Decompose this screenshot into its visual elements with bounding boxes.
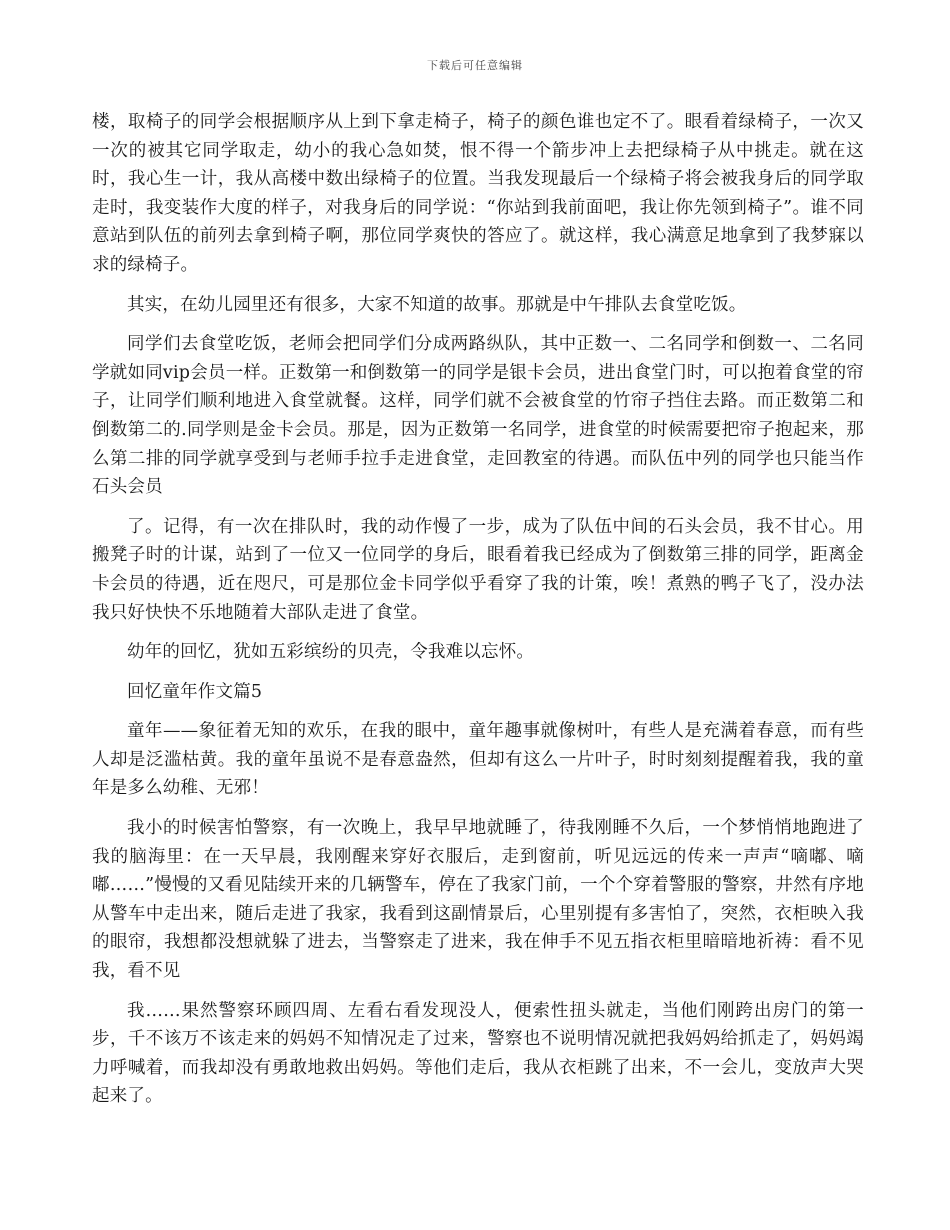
paragraph: 同学们去食堂吃饭，老师会把同学们分成两路纵队，其中正数一、二名同学和倒数一、二名同学就如同vip会员一样。正数第一和倒数第一的同学是银卡会员，进出食堂门时，可以抱着食堂的帘子，让同学们顺利地进入食堂就餐。这样，同学们就不会被食堂的竹帘子挡住去路。而正数第二和倒数第二的.同学则是金卡会员。那是，因为正数第一名同学，进食堂的时候需要把帘子抱起来，那么第二排的同学就享受到与老师手拉手走进食堂，走回教室的待遇。而队伍中列的同学也只能当作石头会员 (92, 334, 864, 498)
page-header: 下载后可任意编辑 (427, 59, 523, 72)
paragraph: 我小的时候害怕警察，有一次晚上，我早早地就睡了，待我刚睡不久后，一个梦悄悄地跑进了我的脑海里：在一天早晨，我刚醒来穿好衣服后，走到窗前，听见远远的传来一声声“嘀嘟、嘀嘟……”慢慢的又看见陆续开来的几辆警车，停在了我家门前，一个个穿着警服的警察，井然有序地从警车中走出来，随后走进了我家，我看到这副情景后，心里别提有多害怕了，突然，衣柜映入我的眼帘，我想都没想就躲了进去，当警察走了进来，我在伸手不见五指衣柜里暗暗地祈祷：看不见我，看不见 (92, 818, 864, 982)
section-heading: 回忆童年作文篇5 (127, 681, 263, 702)
paragraph: 了。记得，有一次在排队时，我的动作慢了一步，成为了队伍中间的石头会员，我不甘心。用搬凳子时的计谋，站到了一位又一位同学的身后，眼看着我已经成为了倒数第三排的同学，距离金卡会员的待遇，近在咫尺，可是那位金卡同学似乎看穿了我的计策，唉！煮熟的鸭子飞了，没办法我只好快快不乐地随着大部队走进了食堂。 (92, 516, 864, 623)
paragraph: 楼，取椅子的同学会根据顺序从上到下拿走椅子，椅子的颜色谁也定不了。眼看着绿椅子，一次又一次的被其它同学取走，幼小的我心急如焚，恨不得一个箭步冲上去把绿椅子从中挑走。就在这时，我心生一计，我从高楼中数出绿椅子的位置。当我发现最后一个绿椅子将会被我身后的同学取走时，我变装作大度的样子，对我身后的同学说：“你站到我前面吧，我让你先领到椅子”。谁不同意站到队伍的前列去拿到椅子啊，那位同学爽快的答应了。就这样，我心满意足地拿到了我梦寐以求的绿椅子。 (92, 112, 864, 275)
document-body (92, 108, 864, 1111)
paragraph: 幼年的回忆，犹如五彩缤纷的贝壳，令我难以忘怀。 (127, 642, 535, 663)
paragraph: 其实，在幼儿园里还有很多，大家不知道的故事。那就是中午排队去食堂吃饭。 (127, 294, 747, 315)
paragraph: 童年——象征着无知的欢乐，在我的眼中，童年趣事就像树叶，有些人是充满着春意，而有些人却是泛滥枯黄。我的童年虽说不是春意盎然，但却有这么一片叶子，时时刻刻提醒着我，我的童年是多么幼稚、无邪！ (92, 721, 864, 799)
paragraph: 我……果然警察环顾四周、左看右看发现没人，便索性扭头就走，当他们刚跨出房门的第一步，千不该万不该走来的妈妈不知情况走了过来，警察也不说明情况就把我妈妈给抓走了，妈妈竭力呼喊着，而我却没有勇敢地救出妈妈。等他们走后，我从衣柜跳了出来，不一会儿，变放声大哭起来了。 (92, 1000, 864, 1107)
